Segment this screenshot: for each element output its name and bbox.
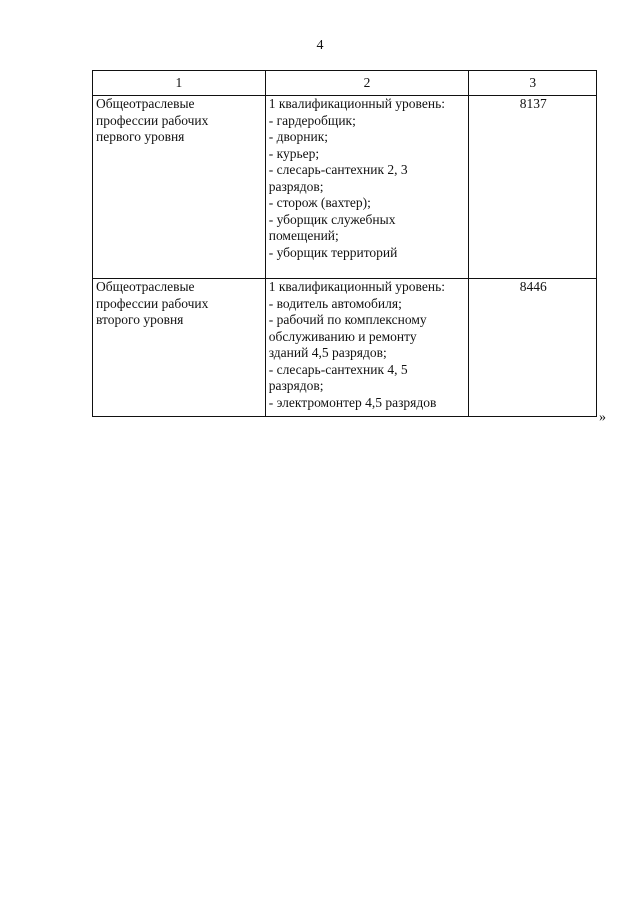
profession-line: - слесарь-сантехник 4, 5 <box>268 361 408 377</box>
table-row <box>93 279 597 417</box>
header-col-3: 3 <box>469 71 597 96</box>
group-line: Общеотраслевые <box>96 279 195 294</box>
professions-cell <box>265 96 469 279</box>
group-line: профессии рабочих <box>96 112 209 128</box>
profession-line: зданий 4,5 разрядов; <box>268 345 387 360</box>
profession-line: разрядов; <box>268 378 324 393</box>
profession-line: - водитель автомобиля; <box>268 295 402 311</box>
value-cell: 8137 <box>469 96 597 279</box>
profession-line: - слесарь-сантехник 2, 3 <box>268 162 408 177</box>
profession-line: - уборщик территорий <box>268 244 398 260</box>
profession-line: - гардеробщик; <box>268 112 356 128</box>
profession-line: - рабочий по комплексному <box>268 312 427 327</box>
salary-table <box>92 70 597 417</box>
professions-cell <box>265 279 469 417</box>
profession-line: - электромонтер 4,5 разрядов <box>268 394 437 410</box>
profession-line: 1 квалификационный уровень: <box>268 96 445 111</box>
table-row <box>93 96 597 279</box>
profession-line: разрядов; <box>268 178 324 194</box>
profession-line: - дворник; <box>268 129 328 144</box>
profession-line: обслуживанию и ремонту <box>268 328 417 344</box>
page-number: 4 <box>316 38 324 53</box>
group-cell <box>93 96 266 279</box>
header-col-2: 2 <box>265 71 469 96</box>
group-line: Общеотраслевые <box>96 96 195 111</box>
closing-quote: » <box>599 410 606 425</box>
group-line: первого уровня <box>96 129 185 144</box>
table-header-row <box>93 71 597 96</box>
group-line: профессии рабочих <box>96 295 209 311</box>
group-cell <box>93 279 266 417</box>
profession-line: - курьер; <box>268 145 320 161</box>
profession-line: 1 квалификационный уровень: <box>268 279 445 294</box>
profession-line: - уборщик служебных <box>268 211 396 227</box>
profession-line: - сторож (вахтер); <box>268 195 371 210</box>
profession-line: помещений; <box>268 228 339 243</box>
value-cell: 8446 <box>469 279 597 417</box>
header-col-1: 1 <box>93 71 266 96</box>
group-line: второго уровня <box>96 312 184 327</box>
